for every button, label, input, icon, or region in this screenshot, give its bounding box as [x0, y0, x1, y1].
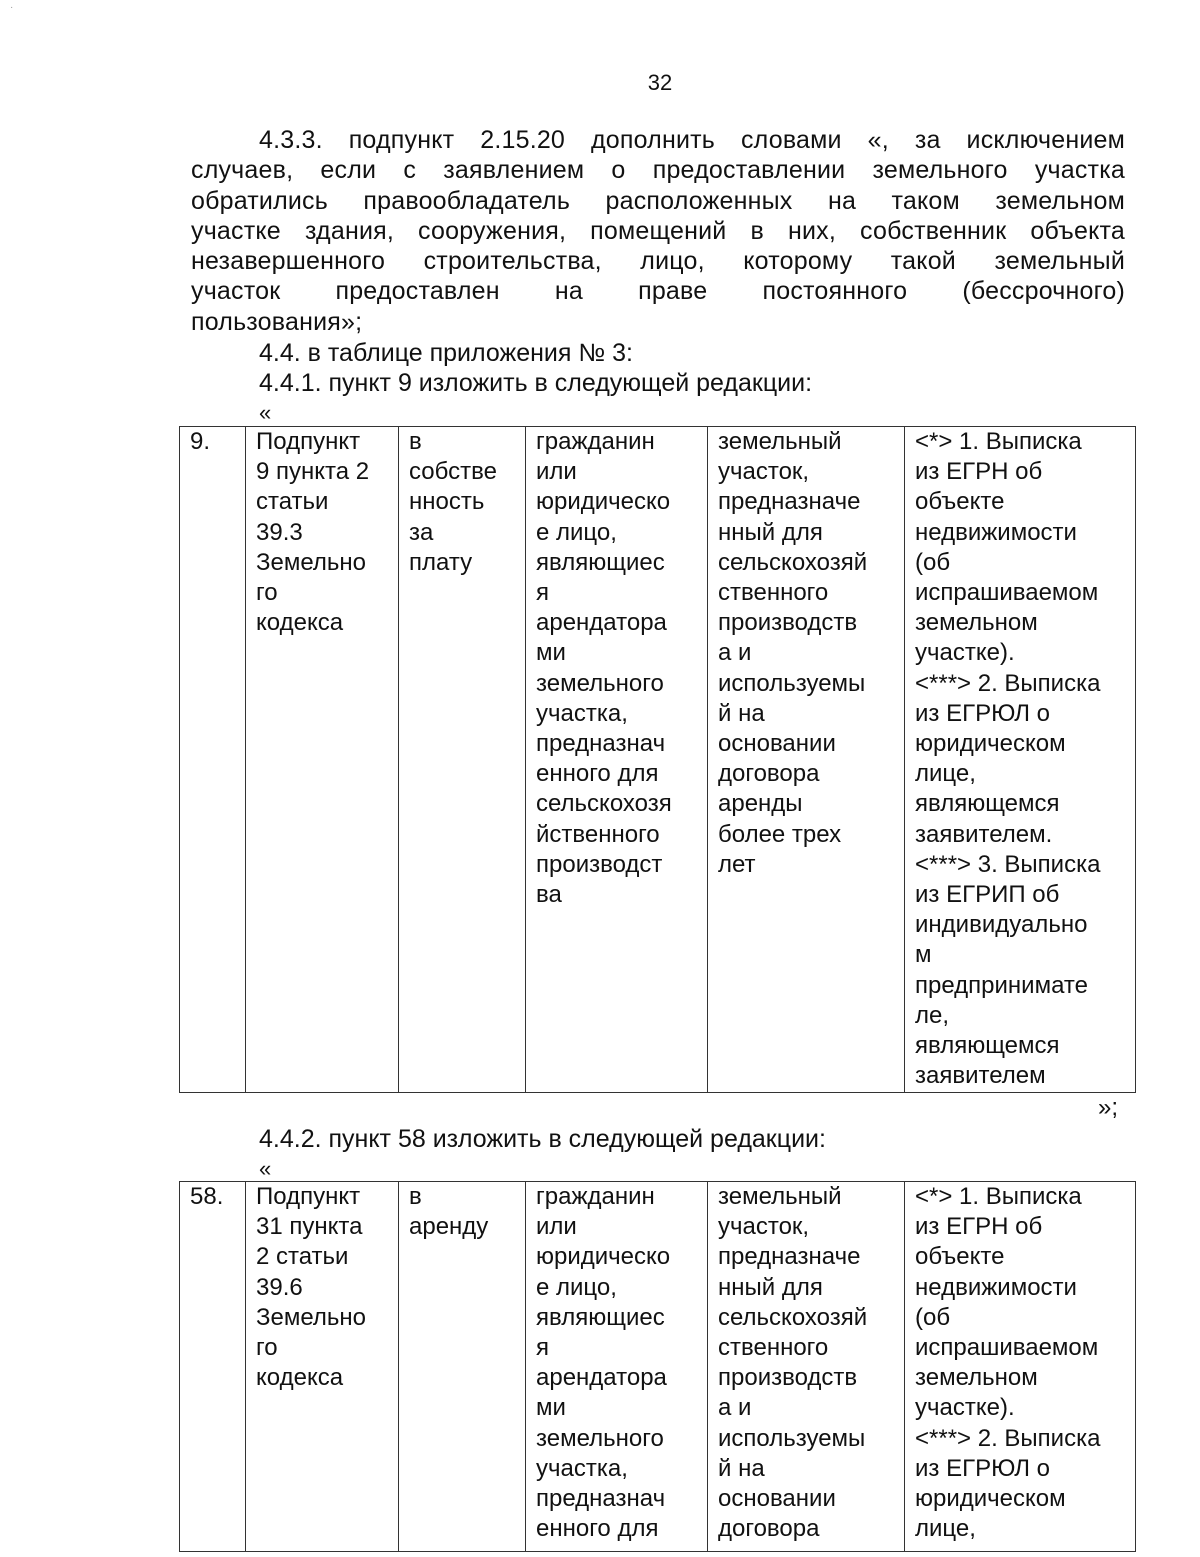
quote-close: »; — [1098, 1094, 1119, 1121]
cell-line: Подпункт — [256, 428, 361, 455]
cell-line: заявителем — [915, 1062, 1046, 1090]
documents-cell — [905, 427, 1136, 1093]
paragraph-line: участок предоставлен на праве постоянного (бессрочного) — [191, 277, 1125, 306]
cell-line: 31 пункта — [256, 1213, 363, 1241]
cell-line: нный для — [718, 1273, 823, 1301]
cell-line: в — [409, 428, 422, 455]
cell-line: производств — [718, 1364, 858, 1392]
cell-line: е лицо, — [536, 518, 617, 546]
cell-line: арендатора — [536, 1364, 667, 1392]
cell-line: 39.6 — [256, 1273, 303, 1301]
cell-line: го — [256, 579, 278, 607]
cell-line: участка, — [536, 699, 628, 727]
cell-line: лице, — [915, 1515, 976, 1543]
page-number: 32 — [647, 70, 673, 95]
cell-line: го — [256, 1334, 278, 1362]
item-4-4: 4.4. в таблице приложения № 3: — [259, 339, 633, 367]
cell-line: <***> 2. Выписка — [915, 1424, 1101, 1452]
cell-line: участок, — [718, 1213, 810, 1241]
table-row — [180, 1182, 1136, 1552]
cell-line: ле, — [915, 1001, 950, 1029]
cell-line: арендатора — [536, 609, 667, 637]
cell-line: юридическо — [536, 1243, 671, 1271]
right-type-cell — [399, 1182, 526, 1552]
cell-line: ва — [536, 881, 562, 909]
cell-line: объекте — [915, 488, 1005, 516]
cell-line: <*> 1. Выписка — [915, 1183, 1082, 1210]
cell-line: более трех — [718, 820, 842, 848]
cell-line: производств — [718, 609, 858, 637]
quote-open-2: « — [259, 1156, 272, 1181]
cell-line: из ЕГРН об — [915, 458, 1043, 486]
cell-line: предназначе — [718, 1243, 861, 1271]
cell-line: участке). — [915, 639, 1015, 667]
cell-line: земельный — [718, 428, 842, 455]
cell-line: ственного — [718, 1334, 829, 1362]
item-4-4-2: 4.4.2. пункт 58 изложить в следующей редакции: — [259, 1125, 826, 1153]
cell-line: е лицо, — [536, 1273, 617, 1301]
cell-line: основании — [718, 1485, 836, 1513]
cell-line: м — [915, 941, 932, 969]
paragraph-line: участке здания, сооружения, помещений в них, собственник объекта — [191, 216, 1125, 245]
cell-line: аренду — [409, 1213, 489, 1241]
cell-line: из ЕГРИП об — [915, 881, 1060, 909]
cell-line: 39.3 — [256, 518, 303, 546]
cell-line: 9 пункта 2 — [256, 458, 370, 486]
table-item-9 — [179, 426, 1136, 1093]
cell-line: юридическом — [915, 730, 1066, 758]
cell-line: кодекса — [256, 1364, 344, 1392]
cell-line: из ЕГРН об — [915, 1213, 1043, 1241]
cell-line: (об — [915, 548, 951, 576]
cell-line: гражданин — [536, 428, 655, 455]
cell-line: из ЕГРЮЛ о — [915, 699, 1051, 727]
cell-line: или — [536, 458, 577, 486]
cell-line: нный для — [718, 518, 823, 546]
paragraph-line: незавершенного строительства, лицо, которому такой земельный — [191, 247, 1125, 276]
cell-line: я — [536, 579, 549, 607]
cell-line: енного для — [536, 1515, 659, 1543]
cell-line: гражданин — [536, 1183, 655, 1210]
cell-line: участка, — [536, 1454, 628, 1482]
cell-line: й на — [718, 699, 765, 727]
cell-line: <*> 1. Выписка — [915, 428, 1082, 455]
cell-line: недвижимости — [915, 1273, 1077, 1301]
cell-line: испрашиваемом — [915, 1334, 1099, 1362]
cell-line: енного для — [536, 760, 659, 788]
cell-line: используемы — [718, 1424, 866, 1452]
right-type-cell — [399, 427, 526, 1093]
cell-line: Земельно — [256, 548, 367, 576]
table-row — [180, 427, 1136, 1093]
cell-line: предназнач — [536, 1485, 666, 1513]
cell-line: й на — [718, 1454, 765, 1482]
quote-open: « — [259, 400, 272, 425]
land-object-cell — [708, 1182, 905, 1552]
cell-line: земельный — [718, 1183, 842, 1210]
cell-line: нность — [409, 488, 485, 516]
applicant-cell — [526, 1182, 708, 1552]
cell-line: предназнач — [536, 730, 666, 758]
cell-line: йственного — [536, 820, 660, 848]
cell-line: являющиес — [536, 1303, 665, 1331]
paragraph-line: случаев, если с заявлением о предоставлении земельного участка — [191, 156, 1125, 185]
cell-line: собстве — [409, 458, 497, 486]
cell-line: <***> 3. Выписка — [915, 850, 1101, 878]
cell-line: ми — [536, 1394, 566, 1422]
cell-line: аренды — [718, 790, 803, 818]
cell-line: участок, — [718, 458, 810, 486]
cell-line: юридическом — [915, 1485, 1066, 1513]
cell-line: недвижимости — [915, 518, 1077, 546]
cell-line: (об — [915, 1303, 951, 1331]
cell-line: объекте — [915, 1243, 1005, 1271]
cell-line: за — [409, 518, 434, 546]
item-4-4-1: 4.4.1. пункт 9 изложить в следующей редакции: — [259, 369, 813, 397]
cell-line: договора — [718, 1515, 820, 1543]
row-number-cell: 58. — [180, 1182, 246, 1552]
cell-line: <***> 2. Выписка — [915, 669, 1101, 697]
cell-line: основании — [718, 730, 836, 758]
cell-line: ми — [536, 639, 566, 667]
cell-line: 2 статьи — [256, 1243, 349, 1271]
cell-line: испрашиваемом — [915, 579, 1099, 607]
cell-line: земельном — [915, 1364, 1038, 1392]
paragraph-line: 4.3.3. подпункт 2.15.20 дополнить словами «, за исключением — [259, 126, 1125, 154]
cell-line: я — [536, 1334, 549, 1362]
row-number-cell: 9. — [180, 427, 246, 1093]
cell-line: индивидуально — [915, 911, 1088, 939]
cell-line: используемы — [718, 669, 866, 697]
cell-line: а и — [718, 1394, 752, 1422]
cell-line: лице, — [915, 760, 976, 788]
cell-line: в — [409, 1183, 422, 1210]
cell-line: Подпункт — [256, 1183, 361, 1210]
cell-line: Земельно — [256, 1303, 367, 1331]
cell-line: сельскохозяй — [718, 1303, 868, 1331]
cell-line: являющемся — [915, 1032, 1060, 1060]
paragraph-line: пользования»; — [191, 307, 363, 336]
table-item-58 — [179, 1181, 1136, 1552]
cell-line: а и — [718, 639, 752, 667]
paragraph-line: обратились правообладатель расположенных на таком земельном — [191, 186, 1125, 215]
cell-line: земельного — [536, 1424, 664, 1452]
cell-line: сельскохозя — [536, 790, 672, 818]
cell-line: земельного — [536, 669, 664, 697]
cell-line: юридическо — [536, 488, 671, 516]
cell-line: ственного — [718, 579, 829, 607]
documents-cell — [905, 1182, 1136, 1552]
cell-line: из ЕГРЮЛ о — [915, 1454, 1051, 1482]
cell-line: лет — [718, 850, 756, 878]
cell-line: или — [536, 1213, 577, 1241]
cell-line: земельном — [915, 609, 1038, 637]
cell-line: предпринимате — [915, 971, 1088, 999]
cell-line: кодекса — [256, 609, 344, 637]
cell-line: участке). — [915, 1394, 1015, 1422]
cell-line: являющиес — [536, 548, 665, 576]
paragraph-4-3-3 — [191, 125, 1125, 337]
cell-line: договора — [718, 760, 820, 788]
legal-basis-cell — [246, 1182, 399, 1552]
cell-line: статьи — [256, 488, 329, 516]
land-object-cell — [708, 427, 905, 1093]
cell-line: сельскохозяй — [718, 548, 868, 576]
cell-line: предназначе — [718, 488, 861, 516]
applicant-cell — [526, 427, 708, 1093]
cell-line: заявителем. — [915, 820, 1053, 848]
cell-line: являющемся — [915, 790, 1060, 818]
cell-line: плату — [409, 548, 473, 576]
cell-line: производст — [536, 850, 663, 878]
scan-artifact: · — [10, 2, 14, 13]
legal-basis-cell — [246, 427, 399, 1093]
